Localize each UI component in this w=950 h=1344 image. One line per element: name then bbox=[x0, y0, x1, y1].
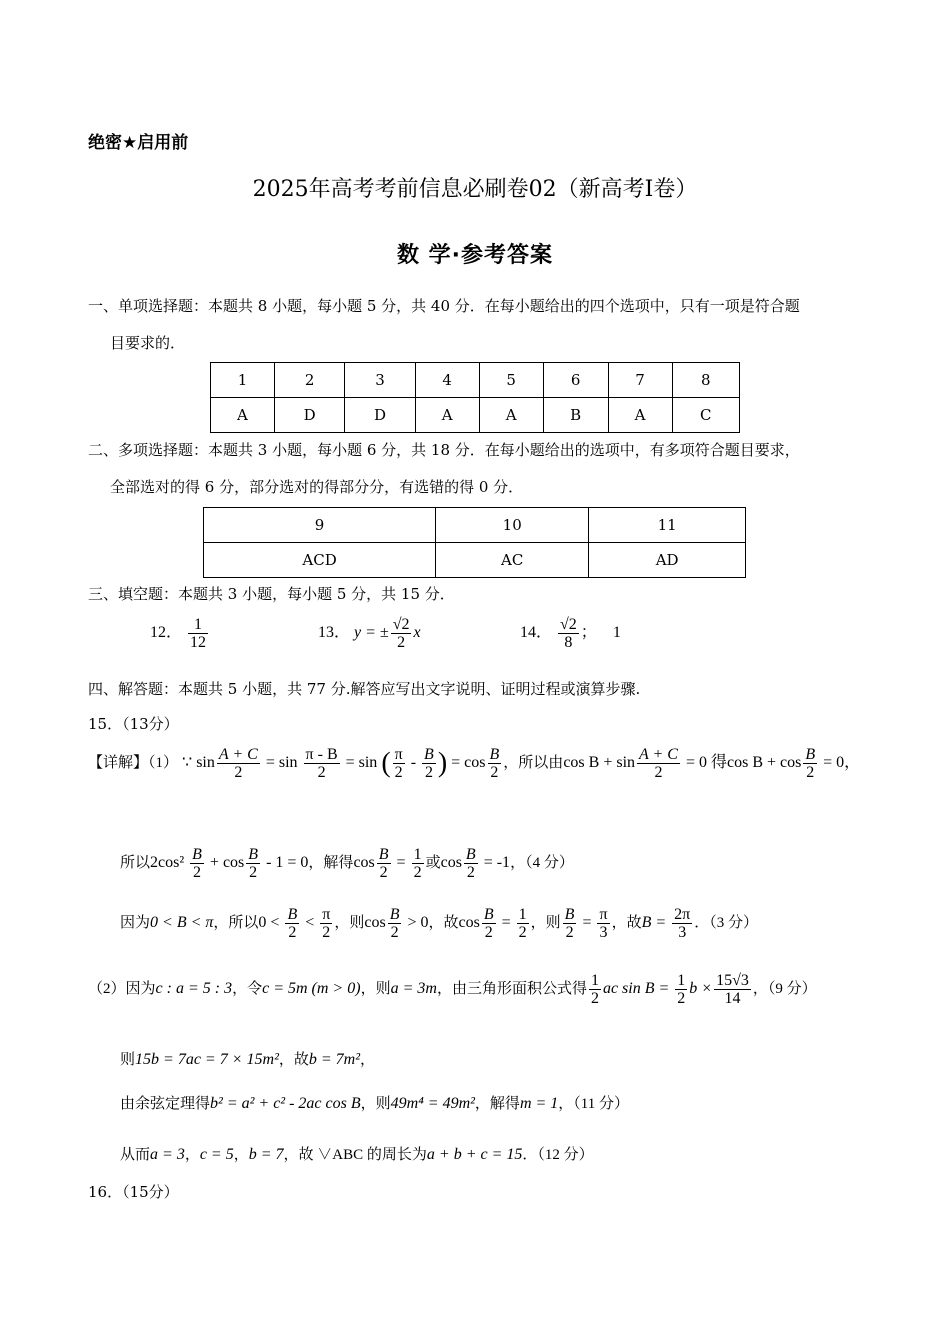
section2-instructions-line2: 全部选对的得 6 分，部分选对的得部分分，有选错的得 0 分． bbox=[110, 478, 524, 496]
table-cell: 3 bbox=[345, 363, 415, 398]
table-cell: AC bbox=[436, 543, 589, 578]
table-row bbox=[211, 363, 740, 398]
table-cell: 8 bbox=[672, 363, 739, 398]
solution-line-5: 则15b = 7ac = 7 × 15m²，故b = 7m²， bbox=[120, 1051, 376, 1068]
table-row bbox=[211, 398, 740, 433]
table-cell: AD bbox=[589, 543, 746, 578]
table-row bbox=[204, 508, 746, 543]
section3-instructions: 三、填空题：本题共 3 小题，每小题 5 分，共 15 分． bbox=[88, 585, 455, 603]
solution-line-3: 因为0 < B < π，所以0 < $\frac{B}{2}$ < $\frac{\pi}{2}$ ，则cos $\frac{B}{2}$ > 0，故cos $\frac{B}{2}$ = $\frac{1}{2}$ ，则 $\frac{B}{2}$ = $\frac{\pi}{3}$ ，故B = $\frac{2\pi}{3}$ ．（3 分） bbox=[120, 906, 758, 941]
exam-title: 2025年高考考前信息必刷卷02（新高考Ⅰ卷） bbox=[252, 177, 698, 202]
table-cell: D bbox=[345, 398, 415, 433]
table-cell: D bbox=[274, 398, 344, 433]
table-cell: 2 bbox=[274, 363, 344, 398]
answer-subtitle: 数 学·参考答案 bbox=[396, 243, 554, 268]
solution-line-2: 所以2cos² $\frac{B}{2}$ + cos $\frac{B}{2}$ - 1 = 0，解得cos $\frac{B}{2}$ = $\frac{1}{2}$ 或cos $\frac{B}{2}$ = -1，（4 分） bbox=[120, 846, 574, 881]
answer-q13: 13． y = ± $\frac{√2}{2}$ x bbox=[318, 616, 421, 651]
table-cell: 6 bbox=[543, 363, 608, 398]
fraction: $\frac{√2}{8}$ bbox=[560, 616, 577, 651]
table-cell: A bbox=[479, 398, 543, 433]
fraction: $\frac{√2}{2}$ bbox=[392, 616, 410, 651]
section4-instructions: 四、解答题：本题共 5 小题，共 77 分.解答应写出文字说明、证明过程或演算步骤. bbox=[88, 680, 641, 698]
table-cell: C bbox=[672, 398, 739, 433]
table-cell: 11 bbox=[589, 508, 746, 543]
table-cell: ACD bbox=[204, 543, 436, 578]
section1-instructions-line2: 目要求的． bbox=[110, 334, 186, 352]
solution-line-6: 由余弦定理得b² = a² + c² - 2ac cos B，则49m⁴ = 49m²，解得m = 1，（11 分） bbox=[120, 1095, 629, 1112]
section1-instructions-line1: 一、单项选择题：本题共 8 小题，每小题 5 分，共 40 分．在每小题给出的四个选项中，只有一项是符合题 bbox=[88, 297, 800, 315]
question-number: 13． bbox=[318, 624, 351, 642]
answer-q12 bbox=[150, 616, 210, 651]
section2-instructions-line1: 二、多项选择题：本题共 3 小题，每小题 6 分，共 18 分．在每小题给出的选项中，有多项符合题目要求， bbox=[88, 441, 800, 459]
confidential-label: 绝密★启用前 bbox=[88, 133, 189, 153]
solution-part2-line: （2）因为c : a = 5 : 3，令c = 5m (m > 0)，则a = 3m，由三角形面积公式得 $\frac{1}{2}$ ac sin B = $\frac{1}{2}$ b × $\frac{15√3}{14}$ ，（9 分） bbox=[88, 972, 817, 1007]
table-cell: 5 bbox=[479, 363, 543, 398]
solution-line-1: 【详解】（1） ∵ sin $\frac{A + C}{2}$ = sin $\frac{\pi - B}{2}$ = sin ( $\frac{\pi}{2}$ - $\frac{B}{2}$ ) = cos $\frac{B}{2}$ ，所以由cos B + sin $\frac{A + C}{2}$ = 0 得cos B + cos $\frac{B}{2}$ = 0， bbox=[88, 746, 861, 781]
table-cell: A bbox=[608, 398, 672, 433]
table-cell: A bbox=[211, 398, 275, 433]
table-cell: 9 bbox=[204, 508, 436, 543]
answer-q14: 14． $\frac{√2}{8}$ ； 1 bbox=[520, 616, 621, 651]
multi-choice-answer-table bbox=[203, 507, 746, 578]
table-cell: 1 bbox=[211, 363, 275, 398]
question-number: 14． bbox=[520, 624, 553, 642]
table-row bbox=[204, 543, 746, 578]
table-cell: 7 bbox=[608, 363, 672, 398]
fraction: $\frac{1}{12}$ bbox=[190, 616, 207, 651]
q16-header: 16．（15分） bbox=[88, 1183, 179, 1201]
table-cell: 10 bbox=[436, 508, 589, 543]
table-cell: A bbox=[415, 398, 479, 433]
table-cell: B bbox=[543, 398, 608, 433]
table-cell: 4 bbox=[415, 363, 479, 398]
question-number: 12． bbox=[150, 624, 183, 642]
single-choice-answer-table bbox=[210, 362, 740, 433]
solution-line-7: 从而a = 3，c = 5，b = 7，故 ∨ABC 的周长为a + b + c = 15．（12 分） bbox=[120, 1146, 594, 1163]
q15-header: 15．（13分） bbox=[88, 715, 179, 733]
